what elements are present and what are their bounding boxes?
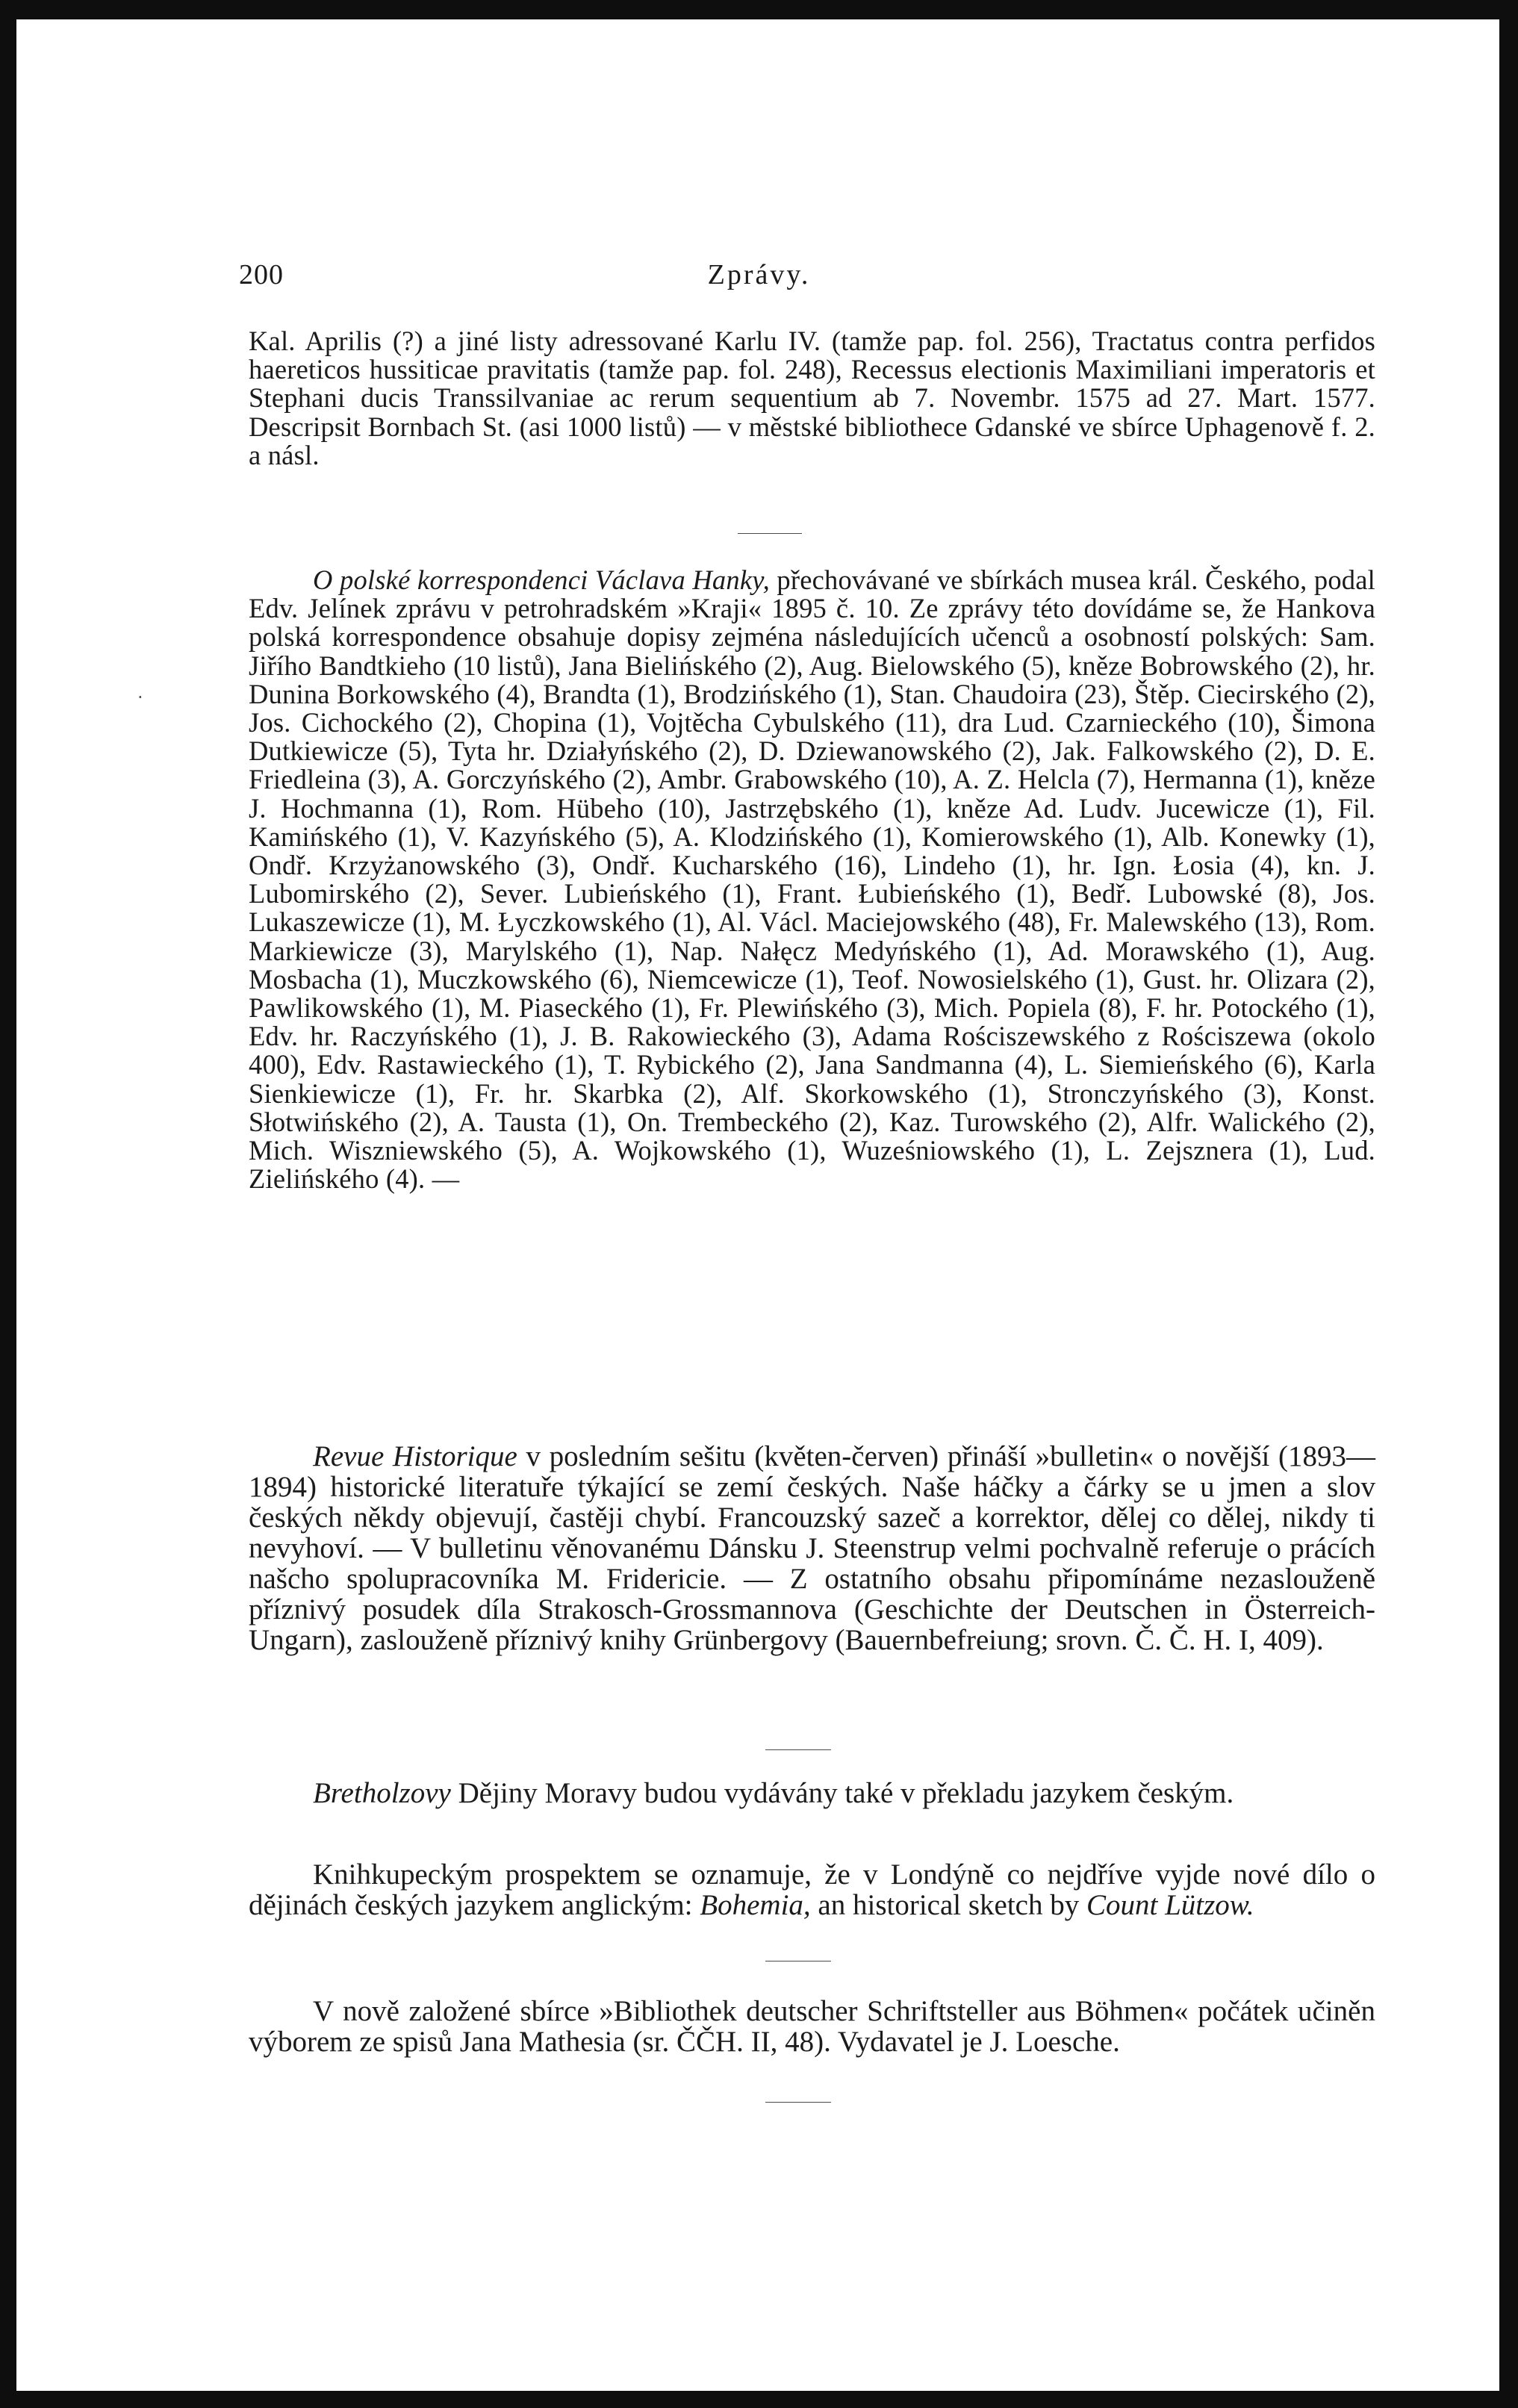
bohemia-author-italic: Count Lützow. — [1086, 1889, 1254, 1921]
paragraph-bohemia-announcement — [249, 1859, 1375, 1920]
bretholz-body: Dějiny Moravy budou vydávány také v překladu jazykem českým. — [450, 1777, 1234, 1809]
margin-mark: . — [137, 682, 143, 703]
paragraph-hanka-correspondence — [249, 566, 1375, 1193]
revue-title-italic: Revue Historique — [313, 1440, 517, 1472]
bohemia-title-italic: Bohemia, — [700, 1889, 811, 1921]
bohemia-body-middle: an historical sketch by — [810, 1889, 1086, 1921]
section-divider — [765, 1749, 831, 1750]
hanka-body: přechovávané ve sbírkách musea král. Českého, podal Edv. Jelínek zprávu v petrohradském »Kraji« 1895 č. 10. Ze zprávy této dovídáme se, že Hankova polská korrespondence obsahuje dopisy zejména následujících učenců a osobností polských: Sam. Jiřího Bandtkieho (10 listů), Jana Bielińského (2), Aug. Bielowského (5), kněze Bobrowského (2), hr. Dunina Borkowského (4), Brandta (1), Brodzińského (1), Stan. Chaudoira (23), Štěp. Ciecirského (2), Jos. Cichockého (2), Chopina (1), Vojtěcha Cybulského (11), dra Lud. Czarnieckého (10), Šimona Dutkiewicze (5), Tyta hr. Działyńského (2), D. Dziewanowského (2), Jak. Falkowského (2), D. E. Friedleina (3), A. Gorczyńského (2), Ambr. Grabowského (10), A. Z. Helcla (7), Hermanna (1), kněze J. Hochmanna (1), Rom. Hübeho (10), Jastrzębského (1), kněze Ad. Ludv. Jucewicze (1), Fil. Kamińského (1), V. Kazyńského (5), A. Klodzińského (1), Komierowského (1), Alb. Konewky (1), Ondř. Krzyżanowského (3), Ondř. Kucharského (16), Lindeho (1), hr. Ign. Łosia (4), kn. J. Lubomirského (2), Sever. Lubieńského (1), Frant. Łubieńského (1), Bedř. Lubowské (8), Jos. Lukaszewicze (1), M. Łyczkowského (1), Al. Václ. Maciejowského (48), Fr. Malewského (13), Rom. Markiewicze (3), Marylského (1), Nap. Nałęcz Medyńského (1), Ad. Morawského (1), Aug. Mosbacha (1), Muczkowského (6), Niemcewicze (1), Teof. Nowosielského (1), Gust. hr. Olizara (2), Pawlikowského (1), M. Piaseckého (1), Fr. Plewińského (3), Mich. Popiela (8), F. hr. Potockého (1), Edv. hr. Raczyńského (1), J. B. Rakowieckého (3), Adama Rościszewského z Rościszewa (okolo 400), Edv. Rastawieckého (1), T. Rybického (2), Jana Sandmanna (4), L. Siemieńského (6), Karla Sienkiewicze (1), Fr. hr. Skarbka (2), Alf. Skorkowského (1), Stronczyńského (3), Konst. Słotwińského (2), A. Tausta (1), On. Trembeckého (2), Kaz. Turowského (2), Alfr. Walického (2), Mich. Wiszniewského (5), A. Wojkowského (1), Wuześniowského (1), L. Zejsznera (1), Lud. Zielińského (4). — — [249, 564, 1375, 1195]
paragraph-bibliothek: V nově založené sbírce »Bibliothek deutscher Schriftsteller aus Böhmen« počátek učiněn výborem ze spisů Jana Mathesia (sr. ČČH. II, 48). Vydavatel je J. Loesche. — [249, 1995, 1375, 2058]
bretholz-italic: Bretholzovy — [313, 1777, 451, 1809]
page-number: 200 — [239, 259, 284, 290]
running-head — [0, 256, 1518, 293]
hanka-title-italic: O polské korrespondenci Václava Hanky, — [313, 564, 770, 595]
section-divider — [738, 533, 802, 534]
section-divider — [765, 2102, 831, 2103]
paragraph-bretholz — [249, 1778, 1375, 1808]
revue-body: v posledním sešitu (květen-červen) přináší »bulletin« o novější (1893—1894) historické literatuře týkající se zemí českých. Naše háčky a čárky se u jmen a slov českých někdy objevují, častěji chybí. Francouzský sazeč a korrektor, dělej co dělej, nikdy ti nevyhoví. — V bulletinu věnovanému Dánsku J. Steenstrup velmi pochvalně referuje o prácích našcho spolupracovníka M. Fridericie. — Z ostatního obsahu připomínáme nezaslouženě příznivý posudek díla Strakosch-Grossmannova (Geschichte der Deutschen in Österreich-Ungarn), zaslouženě příznivý knihy Grünbergovy (Bauernbefreiung; srovn. Č. Č. H. I, 409). — [249, 1440, 1376, 1656]
paragraph-manuscript-list: Kal. Aprilis (?) a jiné listy adressované Karlu IV. (tamže pap. fol. 256), Tractatus contra perfidos haereticos hussiticae pravitatis (tamže pap. fol. 248), Recessus electionis Maximiliani imperatoris et Stephani ducis Transsilvaniae ac rerum sequentium ab 7. Novembr. 1575 ad 27. Mart. 1577. Descripsit Bornbach St. (asi 1000 listů) — v městské bibliothece Gdanské ve sbírce Uphagenově f. 2. a násl. — [249, 326, 1375, 470]
bohemia-body-start: Knihkupeckým prospektem se oznamuje, že v Londýně co nejdříve vyjde nové dílo o dějinách českých jazykem anglickým: — [249, 1858, 1375, 1921]
running-title: Zprávy. — [707, 259, 811, 290]
paragraph-revue-historique — [249, 1441, 1375, 1655]
